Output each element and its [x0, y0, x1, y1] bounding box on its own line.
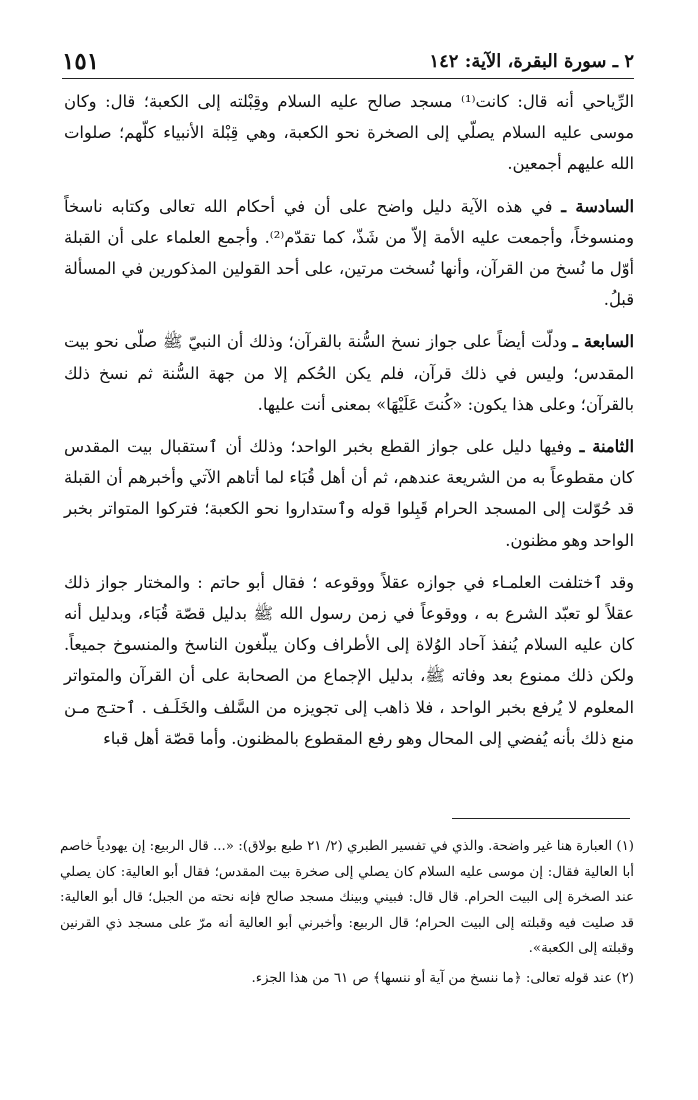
paragraph-eighth — [64, 431, 634, 556]
page-number: ١٥١ — [62, 47, 100, 75]
main-text — [64, 86, 634, 765]
section-heading-seventh: السابعة ـ — [572, 332, 634, 352]
footnote-divider — [452, 818, 630, 819]
paragraph-sixth-text: في هذه الآية دليل واضح على أن في أحكام الله تعالى وكتابه ناسخاً ومنسوخاً، وأجمعت عليه الأمة إلاّ من شَذّ، كما تقدّم⁽²⁾. وأجمع العلماء على أن القبلة أوّل ما نُسخ من القرآن، وأنها نُسخت مرتين، على أحد القولين المذكورين في المسألة قبلُ. — [64, 196, 634, 310]
paragraph-seventh-text: ودلّت أيضاً على جواز نسخ السُّنة بالقرآن؛ وذلك أن النبيّ ﷺ صلّى نحو بيت المقدس؛ وليس في ذلك قرآن، فلم يكن الحُكم إلا من جهة السُّنة ثم نسخ ذلك بالقرآن؛ وعلى هذا يكون: «كُنتَ عَلَيْهَا» بمعنى أنت عليها. — [64, 332, 634, 414]
section-heading-eighth: الثامنة ـ — [579, 437, 634, 457]
page-header — [62, 44, 634, 79]
running-title: ٢ ـ سورة البقرة، الآية: ١٤٢ — [429, 50, 634, 72]
paragraph-1: الرِّياحي أنه قال: كانت⁽¹⁾ مسجد صالح عليه السلام وقِبْلته إلى الكعبة؛ قال: وكان موسى عليه السلام يصلّي إلى الصخرة نحو الكعبة، وهي قِبْلة الأنبياء كلّهم؛ صلوات الله عليهم أجمعين. — [64, 92, 634, 174]
paragraph-seventh — [64, 326, 634, 420]
section-heading-sixth: السادسة ـ — [561, 196, 635, 216]
paragraph-final: وقد ٱختلفت العلمـاء في جوازه عقلاً ووقوعه ؛ فقال أبو حاتم : والمختار جواز ذلك عقلاً لو تعبّد الشرع به ، ووقوعاً في زمن رسول الله ﷺ بدليل قصّة قُبَاء، وبدليل أنه كان عليه السلام يُنفذ آحاد الوُلاة إلى الأطراف وكان يبلّغون الناسخ والمنسوخ جميعاً. ولكن ذلك ممنوع بعد وفاته ﷺ، بدليل الإجماع من الصحابة على أن القرآن والمتواتر المعلوم لا يُرفع بخبر الواحد ، فلا ذاهب إلى تجويزه من السَّلف والخَلَـف . ٱحتـج مـن منع ذلك بأنه يُفضي إلى المحال وهو رفع المقطوع بالمظنون. وأما قصّة أهل قباء — [64, 572, 634, 748]
paragraph-eighth-text: وفيها دليل على جواز القطع بخبر الواحد؛ وذلك أن ٱستقبال بيت المقدس كان مقطوعاً به من الشريعة عندهم، ثم أن أهل قُبَاء لما أتاهم الآتي وأخبرهم أن القبلة قد حُوّلت إلى المسجد الحرام قَبِلوا قوله وٱستداروا نحو الكعبة؛ فتركوا المتواتر بخبر الواحد وهو مظنون. — [64, 437, 634, 550]
paragraph-sixth — [64, 191, 634, 316]
footnotes — [60, 834, 634, 995]
footnote-2: (٢) عند قوله تعالى: ﴿ما ننسخ من آية أو ننسها﴾ ص ٦١ من هذا الجزء. — [251, 970, 634, 986]
footnote-1: (١) العبارة هنا غير واضحة. والذي في تفسير الطبري (٢/ ٢١ طبع بولاق): «... قال الربيع: إن يهودياً خاصم أبا العالية فقال: إن موسى عليه السلام كان يصلي إلى صخرة بيت المقدس؛ فقال أبو العالية: كان يصلي عند الصخرة إلى البيت الحرام. قال قال: فبيني وبينك مسجد صالح فإنه نحته من الجبل؛ قال أبو العالية: قد صليت فيه وقبلته إلى البيت الحرام؛ قال الربيع: وأخبرني أبو العالية أنه مرّ على مسجد ذي القرنين وقبلته إلى الكعبة». — [60, 839, 634, 956]
